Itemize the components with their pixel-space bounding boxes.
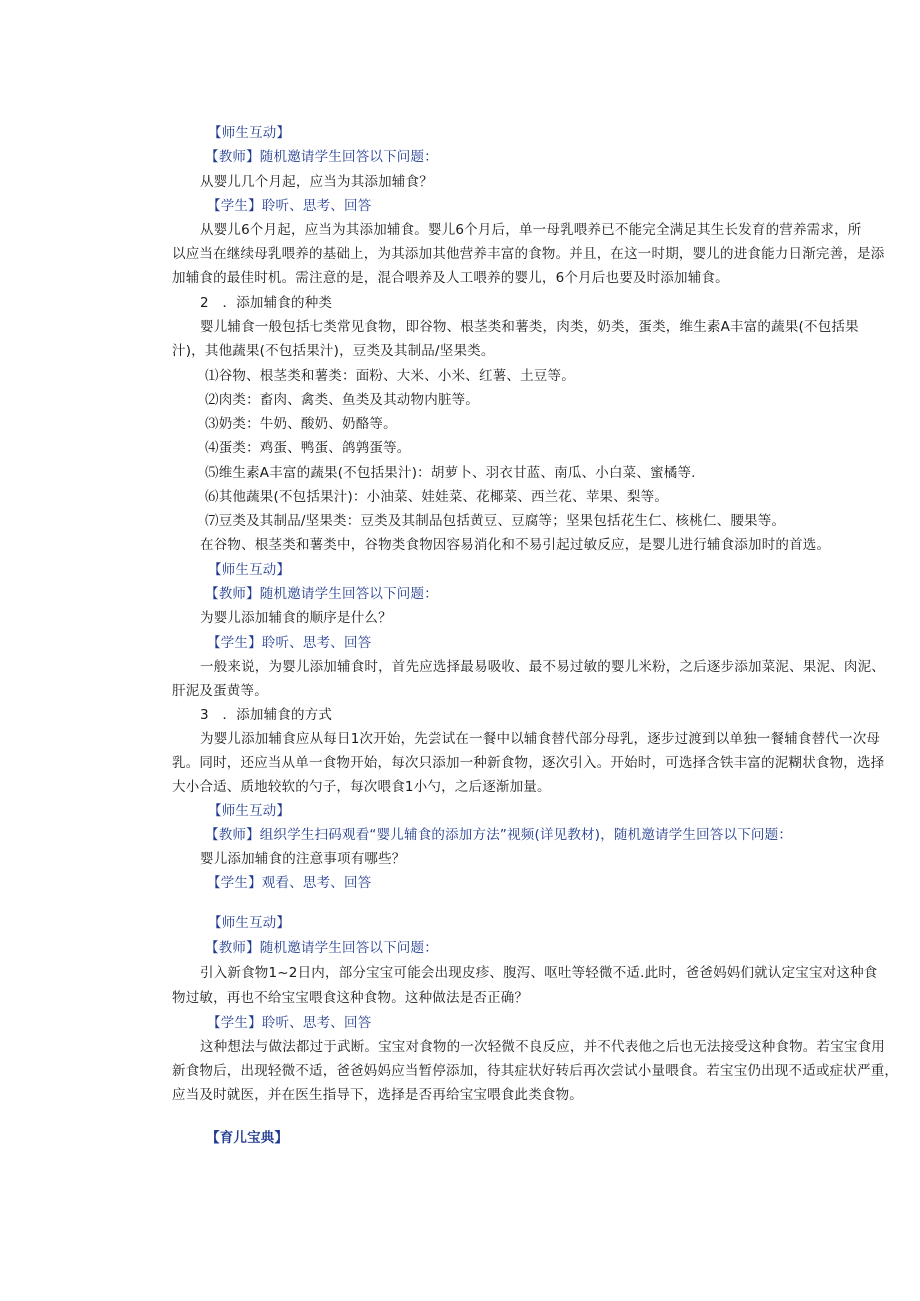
paragraph-line: 大小合适、质地较软的勺子，每次喂食1小勺，之后逐渐加量。 — [172, 779, 551, 795]
question: 婴儿添加辅食的注意事项有哪些？ — [200, 851, 406, 867]
paragraph-line: 从婴儿6个月起，应当为其添加辅食。婴儿6个月后，单一母乳喂养已不能完全满足其生长发育的营养需求，所 — [200, 222, 862, 238]
teacher-prompt: 【教师】随机邀请学生回答以下问题： — [205, 940, 438, 956]
subsection-heading: 3 ．添加辅食的方式 — [200, 707, 333, 723]
list-item: ⑷蛋类：鸡蛋、鸭蛋、鸽鹑蛋等。 — [205, 440, 411, 456]
student-response: 【学生】观看、思考、回答 — [207, 875, 372, 891]
paragraph-line: 婴儿辅食一般包括七类常见食物，即谷物、根茎类和薯类，肉类，奶类，蛋类，维生素A丰富的蔬果(不包括果 — [200, 319, 859, 335]
section-heading-parenting: 【育儿宝典】 — [206, 1130, 289, 1146]
section-heading-interaction: 【师生互动】 — [208, 803, 291, 819]
paragraph-line: 应当及时就医，并在医生指导下，选择是否再给宝宝喂食此类食物。 — [172, 1087, 583, 1103]
list-item: ⑴谷物、根茎类和薯类：面粉、大米、小米、红薯、土豆等。 — [205, 368, 575, 384]
paragraph-line: 汁)，其他蔬果(不包括果汁)，豆类及其制品/坚果类。 — [172, 343, 495, 359]
teacher-prompt: 【教师】随机邀请学生回答以下问题： — [205, 149, 438, 165]
teacher-prompt: 【教师】组织学生扫码观看“婴儿辅食的添加方法”视频(详见教材)，随机邀请学生回答以下问题： — [205, 827, 793, 843]
list-item: ⑵肉类：畜肉、禽类、鱼类及其动物内脏等。 — [205, 392, 479, 408]
student-response: 【学生】聆听、思考、回答 — [207, 635, 372, 651]
section-heading-interaction: 【师生互动】 — [208, 125, 291, 141]
section-heading-interaction: 【师生互动】 — [208, 562, 291, 578]
paragraph-line: 引入新食物1~2日内，部分宝宝可能会出现皮疹、腹泻、呕吐等轻微不适.此时，爸爸妈妈们就认定宝宝对这种食 — [200, 965, 878, 981]
paragraph-line: 乳。同时，还应当从单一食物开始，每次只添加一种新食物，逐次引入。开始时，可选择含铁丰富的泥糊状食物，选择 — [172, 755, 885, 771]
paragraph-line: 加辅食的最佳时机。需注意的是，混合喂养及人工喂养的婴儿，6个月后也要及时添加辅食。 — [172, 270, 729, 286]
paragraph-line: 一般来说，为婴儿添加辅食时，首先应选择最易吸收、最不易过敏的婴儿米粉，之后逐步添加菜泥、果泥、肉泥、 — [200, 659, 885, 675]
paragraph-line: 这种想法与做法都过于武断。宝宝对食物的一次轻微不良反应，并不代表他之后也无法接受这种食物。若宝宝食用 — [200, 1039, 885, 1055]
paragraph-line: 肝泥及蛋黄等。 — [172, 683, 268, 699]
question: 从婴儿几个月起，应当为其添加辅食？ — [200, 174, 433, 190]
paragraph-line: 为婴儿添加辅食应从每日1次开始，先尝试在一餐中以辅食替代部分母乳，逐步过渡到以单独一餐辅食替代一次母 — [200, 731, 881, 747]
section-heading-interaction: 【师生互动】 — [208, 915, 291, 931]
list-item: ⑺豆类及其制品/坚果类：豆类及其制品包括黄豆、豆腐等；坚果包括花生仁、核桃仁、腰果等。 — [205, 513, 786, 529]
student-response: 【学生】聆听、思考、回答 — [207, 198, 372, 214]
paragraph-line: 物过敏，再也不给宝宝喂食这种食物。这种做法是否正确？ — [172, 990, 529, 1006]
list-item: ⑹其他蔬果(不包括果汁)：小油菜、娃娃菜、花椰菜、西兰花、苹果、梨等。 — [205, 489, 669, 505]
list-item: ⑸维生素A丰富的蔬果(不包括果汁)：胡萝卜、羽衣甘蓝、南瓜、小白菜、蜜橘等. — [205, 465, 696, 481]
teacher-prompt: 【教师】随机邀请学生回答以下问题： — [205, 586, 438, 602]
student-response: 【学生】聆听、思考、回答 — [207, 1015, 372, 1031]
paragraph-line: 新食物后，出现轻微不适，爸爸妈妈应当暂停添加，待其症状好转后再次尝试小量喂食。若宝宝仍出现不适或症状严重， — [172, 1063, 899, 1079]
paragraph-line: 在谷物、根茎类和薯类中，谷物类食物因容易消化和不易引起过敏反应，是婴儿进行辅食添加时的首选。 — [200, 537, 831, 553]
subsection-heading: 2 ．添加辅食的种类 — [200, 295, 333, 311]
list-item: ⑶奶类：牛奶、酸奶、奶酪等。 — [205, 416, 397, 432]
question: 为婴儿添加辅食的顺序是什么？ — [200, 610, 392, 626]
paragraph-line: 以应当在继续母乳喂养的基础上，为其添加其他营养丰富的食物。并且，在这一时期，婴儿的进食能力日渐完善，是添 — [172, 246, 885, 262]
